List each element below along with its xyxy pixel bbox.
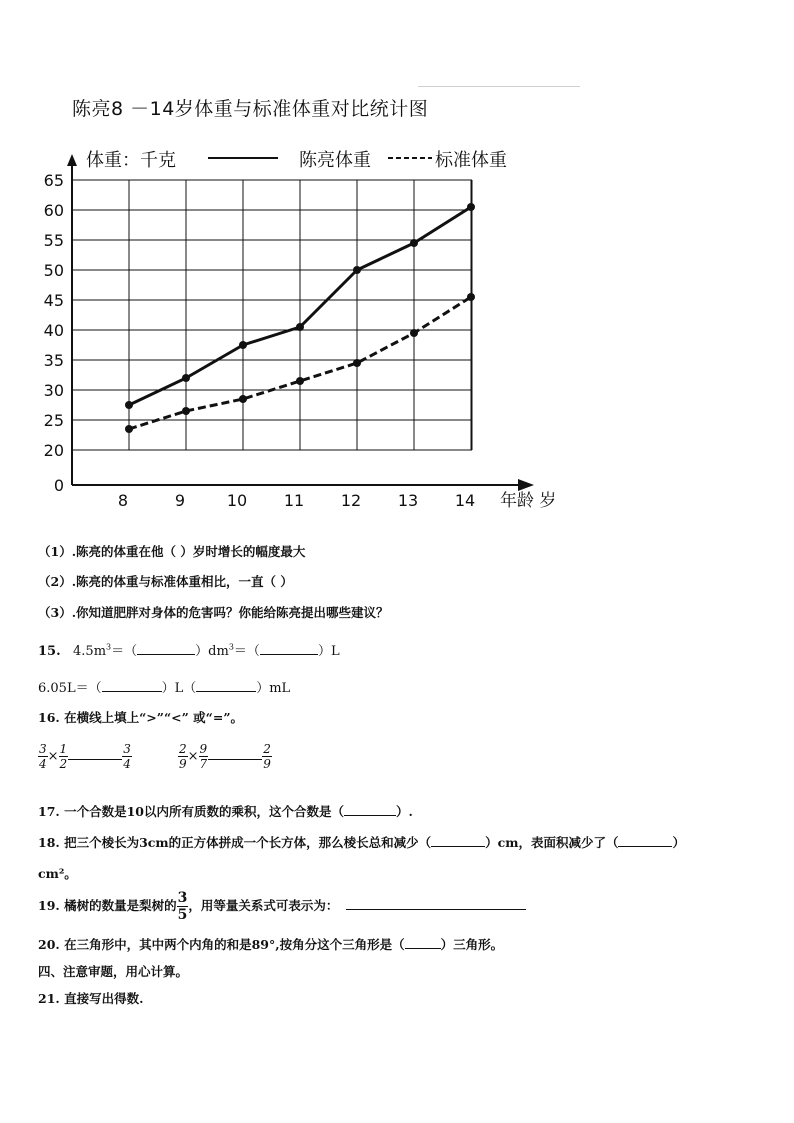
y-tick-label: 20 <box>43 441 64 460</box>
fraction: $\frac{2}{9}$ <box>263 742 271 771</box>
answer-blank[interactable] <box>137 654 195 655</box>
question-19 <box>38 890 526 923</box>
y-tick-label: 30 <box>43 381 64 400</box>
y-tick-label: 0 <box>53 476 64 495</box>
data-point <box>410 329 418 337</box>
x-tick-label: 13 <box>397 491 419 510</box>
question-21: 21. 直接写出得数. <box>38 991 144 1006</box>
x-tick-label: 12 <box>340 491 362 510</box>
answer-blank[interactable] <box>405 948 441 949</box>
data-point <box>410 239 418 247</box>
data-point <box>182 407 190 415</box>
question-17 <box>38 802 413 820</box>
y-tick-label: 35 <box>43 351 64 370</box>
x-axis-label: 年龄 岁 <box>500 491 557 511</box>
question-15: 15. $4.5m^3=$（ ）$dm^3=$（ ）L <box>38 642 340 659</box>
y-axis-label: 体重：千克 <box>86 150 176 171</box>
answer-blank[interactable] <box>208 759 262 760</box>
y-tick-label: 65 <box>43 171 64 190</box>
question-17-end: ）. <box>396 804 413 819</box>
legend-solid-label: 陈亮体重 <box>299 150 371 171</box>
data-point <box>239 341 247 349</box>
question-3: （3）.你知道肥胖对身体的危害吗？你能给陈亮提出哪些建议？ <box>38 605 389 620</box>
question-20-text: 20. 在三角形中，其中两个内角的和是89°,按角分这个三角形是（ <box>38 937 405 952</box>
data-point <box>467 293 475 301</box>
question-15-line2 <box>38 677 290 696</box>
x-tick-label: 14 <box>454 491 476 510</box>
y-tick-label: 55 <box>43 231 64 250</box>
fraction: $\frac{1}{2}$ <box>59 742 68 771</box>
question-20-end: ）三角形。 <box>440 937 504 952</box>
question-15-line2-mid: ）L（ <box>161 681 197 696</box>
question-18-text: 18. 把三个棱长为3cm的正方体拼成一个长方体，那么棱长总和减少（ <box>38 835 432 850</box>
question-19-post: ，用等量关系式可表示为： <box>188 898 339 913</box>
question-18 <box>38 833 685 851</box>
x-tick-label: 11 <box>283 491 305 510</box>
data-point <box>125 401 133 409</box>
data-point <box>296 377 304 385</box>
data-point <box>353 359 361 367</box>
x-tick-label: 9 <box>174 491 186 510</box>
y-axis-arrow <box>67 154 77 166</box>
question-15-line2-end: ）mL <box>256 681 291 696</box>
fraction: $\frac{3}{5}$ <box>177 890 188 923</box>
unit-l: L <box>330 644 340 659</box>
x-axis-arrow <box>518 479 534 491</box>
answer-blank[interactable] <box>344 815 396 816</box>
fraction: $\frac{3}{4}$ <box>39 742 47 771</box>
question-1: （1）.陈亮的体重在他（ ）岁时增长的幅度最大 <box>38 544 306 559</box>
answer-blank[interactable] <box>618 846 672 847</box>
data-point <box>296 323 304 331</box>
fraction: $\frac{3}{4}$ <box>123 742 131 771</box>
y-tick-label: 40 <box>43 321 64 340</box>
question-16-item-a: $\frac{3}{4}$ × $\frac{1}{2}$ $\frac{3}{4}$ <box>39 742 131 771</box>
answer-blank[interactable] <box>260 654 318 655</box>
y-tick-label: 45 <box>43 291 64 310</box>
question-18-end: ） <box>672 835 685 850</box>
unit-dm: dm <box>208 644 229 659</box>
question-15-line2-start: 6.05L＝（ <box>38 681 102 696</box>
question-19-text: 19. 橘树的数量是梨树的 <box>38 898 177 913</box>
question-17-text: 17. 一个合数是10以内所有质数的乘积，这个合数是（ <box>38 804 344 819</box>
answer-blank[interactable] <box>196 691 256 692</box>
answer-blank[interactable] <box>346 909 526 910</box>
data-point <box>353 266 361 274</box>
question-16: 16. 在横线上填上“>”“<” 或“=”。 <box>38 710 244 725</box>
answer-blank[interactable] <box>431 846 485 847</box>
question-18-unit: cm²。 <box>38 866 77 881</box>
y-tick-label: 25 <box>43 411 64 430</box>
x-tick-label: 10 <box>226 491 248 510</box>
chart-title: 陈亮8 －14岁体重与标准体重对比统计图 <box>72 98 429 120</box>
question-20 <box>38 935 503 953</box>
answer-blank[interactable] <box>102 691 162 692</box>
question-18-mid: ）cm，表面积减少了（ <box>485 835 619 850</box>
fraction: $\frac{2}{9}$ <box>179 742 187 771</box>
data-point <box>467 203 475 211</box>
data-point <box>182 374 190 382</box>
question-15-value: 4.5m <box>73 644 107 659</box>
question-15-number: 15. <box>38 644 61 659</box>
y-tick-label: 60 <box>43 201 64 220</box>
section-4-heading: 四、注意审题，用心计算。 <box>38 964 189 979</box>
question-16-item-b: $\frac{2}{9}$ × $\frac{9}{7}$ $\frac{2}{9}$ <box>179 742 271 771</box>
x-tick-label: 8 <box>117 491 129 510</box>
question-2: （2）.陈亮的体重与标准体重相比，一直（ ） <box>38 574 293 589</box>
y-tick-label: 50 <box>43 261 64 280</box>
legend-dashed-label: 标准体重 <box>435 150 507 171</box>
fraction: $\frac{9}{7}$ <box>199 742 208 771</box>
line-chart <box>0 0 794 520</box>
data-point <box>239 395 247 403</box>
data-point <box>125 425 133 433</box>
answer-blank[interactable] <box>68 759 122 760</box>
